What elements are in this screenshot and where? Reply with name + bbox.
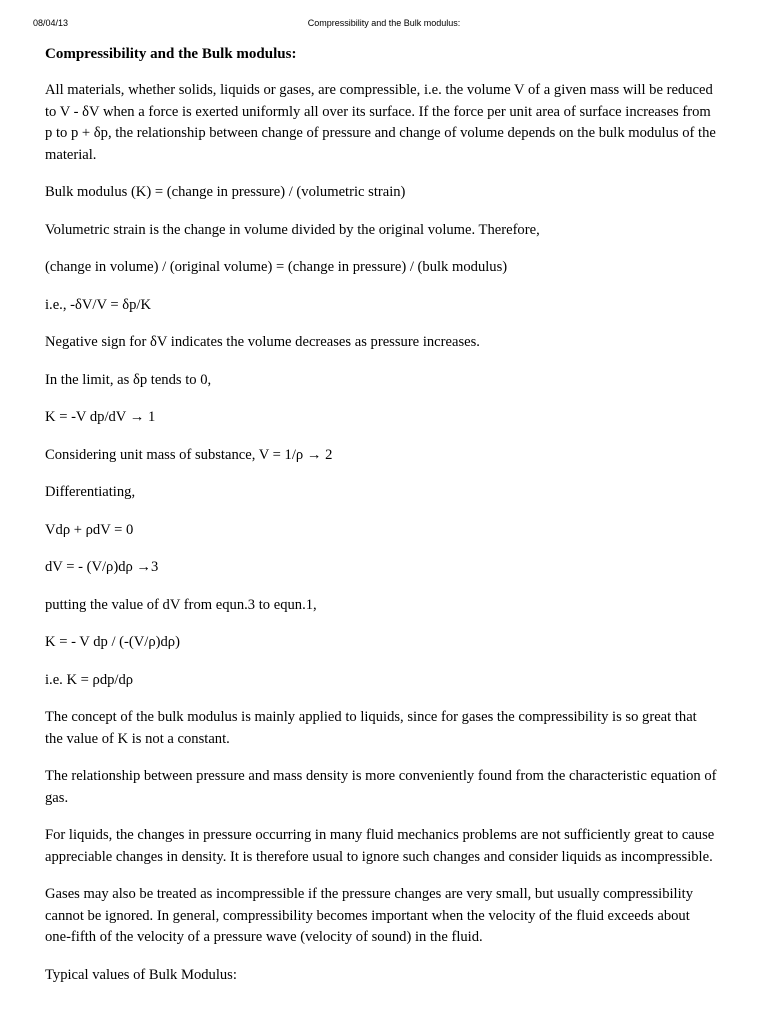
paragraph-liquids-incompressible: For liquids, the changes in pressure occurring in many fluid mechanics problems are not sufficiently great to cause appreciable changes in density. It is therefore usual to ignore such changes and consider liquids as incompressible. [45, 827, 715, 865]
print-header [33, 18, 735, 32]
equation-1: K = -V dp/dV → 1 [45, 409, 156, 425]
print-doc-title: Compressibility and the Bulk modulus: [307, 18, 461, 28]
equation-2: Considering unit mass of substance, V = 1/ρ → 2 [45, 446, 333, 463]
paragraph-volumetric-strain: Volumetric strain is the change in volume divided by the original volume. Therefore, [45, 221, 540, 238]
equation-volume-ratio: (change in volume) / (original volume) = (change in pressure) / (bulk modulus) [45, 259, 508, 275]
paragraph-typical-values: Typical values of Bulk Modulus: [45, 966, 237, 983]
paragraph-substitution: putting the value of dV from equn.3 to equn.1, [45, 596, 317, 613]
equation-differential: Vdρ + ρdV = 0 [45, 521, 134, 538]
article-body [45, 44, 717, 1002]
equation-3: dV = - (V/ρ)dρ →3 [45, 559, 159, 575]
equation-strain-relation: i.e., -δV/V = δp/K [45, 296, 152, 313]
paragraph-gas-relationship: The relationship between pressure and mass density is more conveniently found from the characteristic equation of gas. [45, 768, 717, 806]
print-date: 08/04/13 [33, 18, 69, 28]
paragraph-differentiating: Differentiating, [45, 484, 136, 500]
equation-result: i.e. K = ρdp/dρ [45, 671, 134, 688]
paragraph-intro: All materials, whether solids, liquids or gases, are compressible, i.e. the volume V of a given mass will be reduced to V - δV when a force is exerted uniformly all over its surface. If the force per unit area of surface increases from p to p + δp, the relationship between change of pressure and change of volume depends on the bulk modulus of the material. [45, 82, 716, 163]
equation-bulk-modulus-definition: Bulk modulus (K) = (change in pressure) / (volumetric strain) [45, 184, 406, 200]
equation-substituted: K = - V dp / (-(V/ρ)dρ) [45, 634, 180, 650]
paragraph-liquids-concept: The concept of the bulk modulus is mainly applied to liquids, since for gases the compressibility is so great that the value of K is not a constant. [45, 709, 697, 747]
paragraph-limit: In the limit, as δp tends to 0, [45, 371, 212, 388]
article-title: Compressibility and the Bulk modulus: [45, 46, 297, 62]
paragraph-negative-sign: Negative sign for δV indicates the volume decreases as pressure increases. [45, 334, 480, 350]
paragraph-gases-compressibility: Gases may also be treated as incompressible if the pressure changes are very small, but usually compressibility cannot be ignored. In general, compressibility becomes important when the velocity of the fluid exceeds about one-fifth of the velocity of a pressure wave (velocity of sound) in the fluid. [45, 886, 694, 945]
